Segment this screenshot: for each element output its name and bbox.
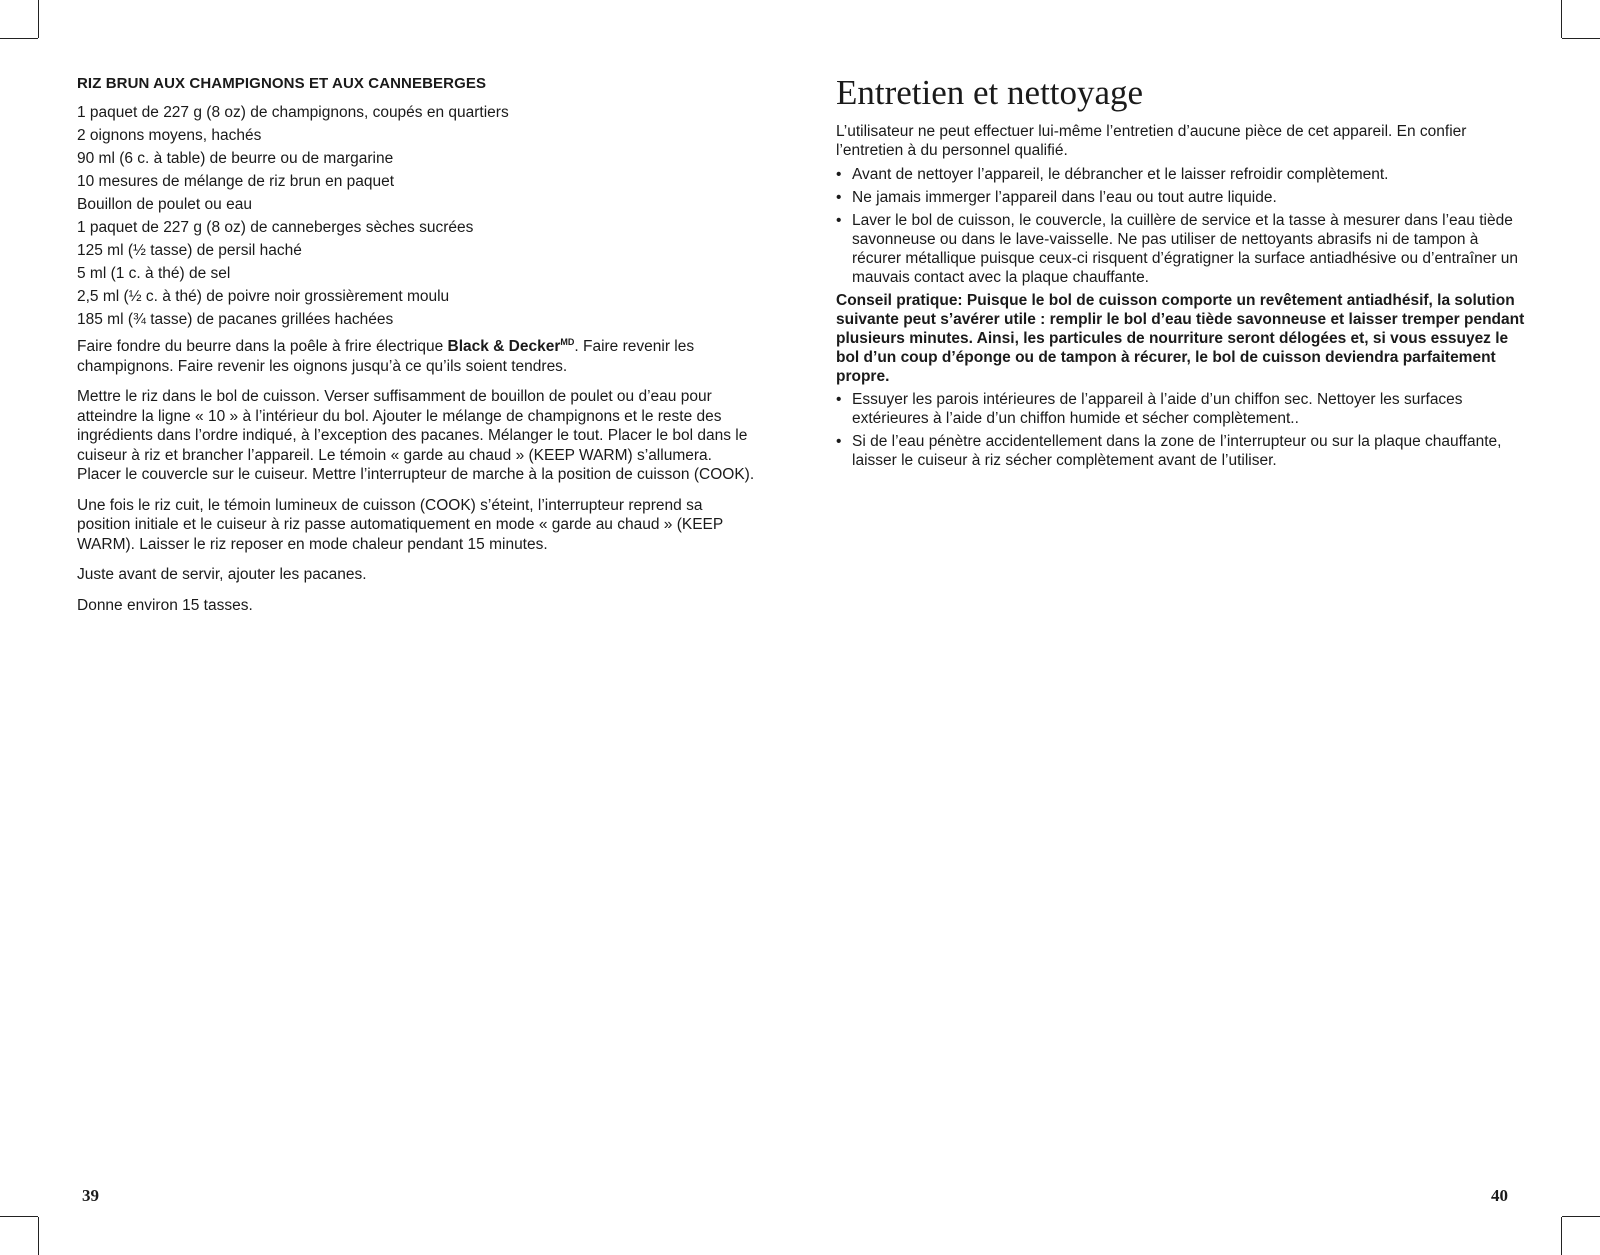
crop-mark <box>1562 1216 1600 1217</box>
recipe-step: Mettre le riz dans le bol de cuisson. Verser suffisamment de bouillon de poulet ou d’eau pour atteindre la ligne « 10 » à l’intérieur du bol. Ajouter le mélange de champignons et le reste des ingrédients dans l’ordre indiqué, à l’exception des pacanes. Mélanger le tout. Placer le bol dans le cuiseur à riz et brancher l’appareil. Le témoin « garde au chaud » (KEEP WARM) s’allumera. Placer le couvercle sur le cuiseur. Mettre l’interrupteur de marche à la position de cuisson (COOK). <box>77 388 755 483</box>
crop-mark <box>0 38 38 39</box>
left-page <box>77 72 757 626</box>
ingredient-item: 2 oignons moyens, hachés <box>77 127 262 144</box>
bullet-text: Ne jamais immerger l’appareil dans l’eau ou tout autre liquide. <box>852 189 1277 206</box>
bullet-item <box>836 390 1526 428</box>
bullet-list <box>836 165 1526 287</box>
bullet-text: Si de l’eau pénètre accidentellement dans la zone de l’interrupteur ou sur la plaque chauffante, laisser le cuiseur à riz sécher complètement avant de l’utiliser. <box>852 433 1502 469</box>
recipe-title: RIZ BRUN AUX CHAMPIGNONS ET AUX CANNEBERGES <box>77 75 487 92</box>
right-page <box>836 72 1526 474</box>
bullet-item <box>836 188 1526 207</box>
bullet-text: Laver le bol de cuisson, le couvercle, la cuillère de service et la tasse à mesurer dans l’eau tiède savonneuse ou dans le lave-vaisselle. Ne pas utiliser de nettoyants abrasifs ni de tampon à récurer métallique puisque ceux-ci risquent d’égratigner la surface antiadhésive ou d’entraîner un mauvais contact avec la plaque chauffante. <box>852 212 1519 286</box>
step-text: Faire fondre du beurre dans la poêle à frire électrique <box>77 338 448 355</box>
brand-name <box>448 338 575 355</box>
bullet-icon: • <box>836 212 842 229</box>
crop-mark <box>1562 38 1600 39</box>
bullet-item <box>836 432 1526 470</box>
ingredient-item: 125 ml (½ tasse) de persil haché <box>77 242 302 259</box>
bullet-icon: • <box>836 189 842 206</box>
tip-paragraph: Conseil pratique: Puisque le bol de cuisson comporte un revêtement antiadhésif, la solution suivante peut s’avérer utile : remplir le bol d’eau tiède savonneuse et laisser tremper pendant plusieurs minutes. Ainsi, les particules de nourriture seront délogées et, si vous essuyez le bol d’un coup d’éponge ou de tampon à récurer, le bol de cuisson deviendra parfaitement propre. <box>836 292 1525 385</box>
recipe-step <box>77 337 757 376</box>
bullet-text: Essuyer les parois intérieures de l’appareil à l’aide d’un chiffon sec. Nettoyer les surfaces extérieures à l’aide d’un chiffon humide et sécher complètement.. <box>852 391 1463 427</box>
section-title: Entretien et nettoyage <box>836 73 1144 112</box>
recipe-yield: Donne environ 15 tasses. <box>77 596 253 614</box>
bullet-item <box>836 165 1526 184</box>
ingredient-item: 2,5 ml (½ c. à thé) de poivre noir grossièrement moulu <box>77 288 450 305</box>
recipe-step: Une fois le riz cuit, le témoin lumineux de cuisson (COOK) s’éteint, l’interrupteur reprend sa position initiale et le cuiseur à riz passe automatiquement en mode « garde au chaud » (KEEP WARM). Laisser le riz reposer en mode chaleur pendant 15 minutes. <box>77 496 723 553</box>
page-number-right: 40 <box>1491 1186 1508 1205</box>
ingredient-item: 185 ml (¾ tasse) de pacanes grillées hachées <box>77 311 394 328</box>
ingredient-item: 5 ml (1 c. à thé) de sel <box>77 265 231 282</box>
brand-text: Black & Decker <box>447 338 561 355</box>
intro-paragraph: L’utilisateur ne peut effectuer lui-même l’entretien d’aucune pièce de cet appareil. En confier l’entretien à du personnel qualifié. <box>836 123 1467 159</box>
ingredient-item: 1 paquet de 227 g (8 oz) de champignons, coupés en quartiers <box>77 104 509 121</box>
ingredient-item: 1 paquet de 227 g (8 oz) de canneberges sèches sucrées <box>77 219 474 236</box>
crop-mark <box>1561 0 1562 38</box>
crop-mark <box>38 1217 39 1255</box>
page-number-left: 39 <box>82 1186 99 1205</box>
bullet-icon: • <box>836 433 842 450</box>
ingredient-item: Bouillon de poulet ou eau <box>77 196 252 213</box>
crop-mark <box>1561 1217 1562 1255</box>
brand-mark: MD <box>560 336 575 347</box>
bullet-icon: • <box>836 391 842 408</box>
bullet-text: Avant de nettoyer l’appareil, le débrancher et le laisser refroidir complètement. <box>852 166 1389 183</box>
bullet-list <box>836 390 1526 470</box>
ingredient-list <box>77 101 757 331</box>
crop-mark <box>38 0 39 38</box>
step-text: . Faire revenir les champignons. Faire revenir les oignons jusqu’à ce qu’ils soient tendres. <box>77 338 695 375</box>
recipe-step: Juste avant de servir, ajouter les pacanes. <box>77 566 367 583</box>
bullet-icon: • <box>836 166 842 183</box>
ingredient-item: 10 mesures de mélange de riz brun en paquet <box>77 173 395 190</box>
ingredient-item: 90 ml (6 c. à table) de beurre ou de margarine <box>77 150 394 167</box>
crop-mark <box>0 1216 38 1217</box>
bullet-item <box>836 211 1526 287</box>
